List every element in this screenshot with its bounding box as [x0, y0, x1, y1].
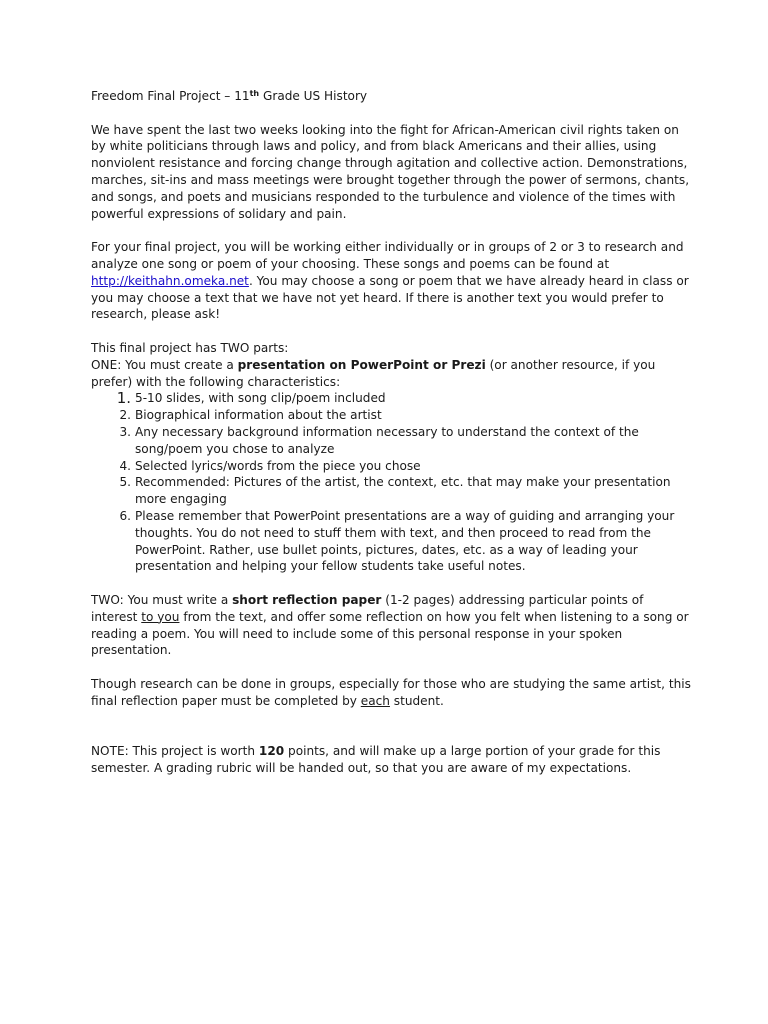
- part-two-paragraph: TWO: You must write a short reflection paper (1-2 pages) addressing particular points of interest to you from the text, and offer some reflection on how you felt when listening to a song or reading a poem. You will need to include some of this personal response in your spoken presentation.: [91, 592, 689, 658]
- list-item-text: Any necessary background information necessary to understand the context of the song/poem you chose to analyze: [135, 424, 639, 456]
- characteristics-list: [91, 390, 691, 575]
- intro-paragraph: We have spent the last two weeks looking into the fight for African-American civil rights taken on by white politicians through laws and policy, and from black Americans and their allies, using nonviolent resistance and forcing change through agitation and collective action. Demonstrations, marches, sit-ins and mass meetings were brought together through the power of sermons, chants, and songs, and poets and musicians responded to the turbulence and violence of the times with powerful expressions of solidary and pain.: [91, 122, 690, 221]
- document-title: Freedom Final Project – 11th Grade US History: [91, 89, 368, 103]
- list-item: [91, 390, 691, 407]
- list-item-text: Biographical information about the artist: [135, 408, 382, 423]
- list-item-text: 5-10 slides, with song clip/poem included: [135, 391, 386, 406]
- list-item-number: 4.: [119, 458, 131, 473]
- list-item-number: 1.: [116, 389, 131, 408]
- list-item-number: 3.: [119, 424, 131, 439]
- document-page: [91, 88, 691, 777]
- groups-paragraph: Though research can be done in groups, especially for those who are studying the same artist, this final reflection paper must be completed by each student.: [91, 676, 691, 708]
- omeka-link[interactable]: http://keithahn.omeka.net: [91, 273, 249, 288]
- title-superscript: th: [249, 89, 260, 98]
- note-paragraph: NOTE: This project is worth 120 points, and will make up a large portion of your grade for this semester. A grading rubric will be handed out, so that you are aware of my expectations.: [91, 744, 661, 775]
- final-project-paragraph: For your final project, you will be working either individually or in groups of 2 or 3 to research and analyze one song or poem of your choosing. These songs and poems can be found at http://keithahn.omeka.net. You may choose a song or poem that we have already heard in class or you may choose a text that we have not yet heard. If there is another text you would prefer to research, please ask!: [91, 240, 689, 322]
- list-item-number: 6.: [119, 508, 131, 523]
- list-item-text: Please remember that PowerPoint presentations are a way of guiding and arranging your thoughts. You do not need to stuff them with text, and then proceed to read from the PowerPoint. Rather, use bullet points, pictures, dates, etc. as a way of leading your presentation and helping your fellow students take useful notes.: [135, 508, 675, 574]
- list-item-number: 2.: [119, 408, 131, 423]
- list-item: [91, 424, 691, 458]
- list-item: [91, 458, 691, 475]
- part-one-paragraph: ONE: You must create a presentation on PowerPoint or Prezi (or another resource, if you prefer) with the following characteristics:: [91, 357, 656, 389]
- list-item-text: Recommended: Pictures of the artist, the context, etc. that may make your presentation more engaging: [135, 475, 671, 507]
- list-item-number: 5.: [119, 475, 131, 490]
- list-item: [91, 407, 691, 424]
- parts-intro: This final project has TWO parts:: [91, 340, 289, 355]
- list-item-text: Selected lyrics/words from the piece you chose: [135, 458, 421, 473]
- list-item: [91, 508, 691, 575]
- list-item: [91, 474, 691, 508]
